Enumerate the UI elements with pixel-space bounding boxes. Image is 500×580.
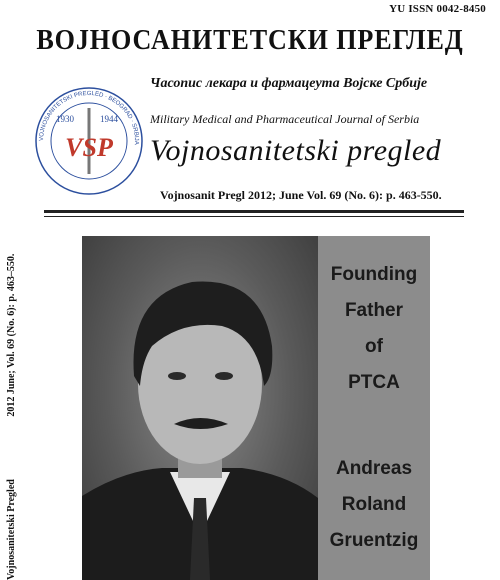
issue-citation: Vojnosanit Pregl 2012; June Vol. 69 (No. 6): p. 463-550.	[160, 188, 442, 202]
spine-journal: Vojnosanitetski Pregled	[6, 479, 17, 580]
logo-year-right: 1944	[100, 114, 118, 124]
portrait-eye-left	[168, 372, 186, 380]
journal-subtitle-english: Military Medical and Pharmaceutical Journal of Serbia	[150, 112, 420, 126]
caption-panel	[318, 236, 430, 580]
caption-line-2: Father	[344, 300, 404, 321]
caption-line-1: Founding	[330, 264, 418, 285]
spine-issue: 2012 June; Vol. 69 (No. 6): p. 463–550.	[6, 253, 17, 417]
issn-number: YU ISSN 0042-8450	[389, 3, 486, 15]
journal-logo	[34, 86, 144, 196]
caption-line-5: Andreas	[335, 458, 413, 479]
caption-line-7: Gruentzig	[329, 530, 419, 551]
header-rule-thick	[44, 210, 464, 213]
caption-line-4: PTCA	[348, 372, 400, 393]
cover-portrait-photo	[82, 236, 318, 580]
caption-line-6: Roland	[341, 494, 407, 515]
caption-line-3: of	[365, 336, 383, 357]
portrait-illustration	[82, 236, 318, 580]
logo-monogram: VSP	[65, 133, 113, 162]
header-rule-thin	[44, 216, 464, 217]
portrait-eye-right	[215, 372, 233, 380]
logo-ring-text: VOJNOSANITETSKI PREGLED · BEOGRAD · SRBIJA	[38, 90, 140, 145]
journal-title-latin: Vojnosanitetski pregled	[150, 134, 442, 167]
spine-text	[6, 250, 17, 580]
journal-subtitle-cyrillic: Часопис лекара и фармацеута Војске Србије	[150, 76, 428, 91]
journal-title-cyrillic: ВОЈНОСАНИТЕТСКИ ПРЕГЛЕД	[36, 24, 464, 56]
logo-year-left: 1930	[56, 114, 74, 124]
